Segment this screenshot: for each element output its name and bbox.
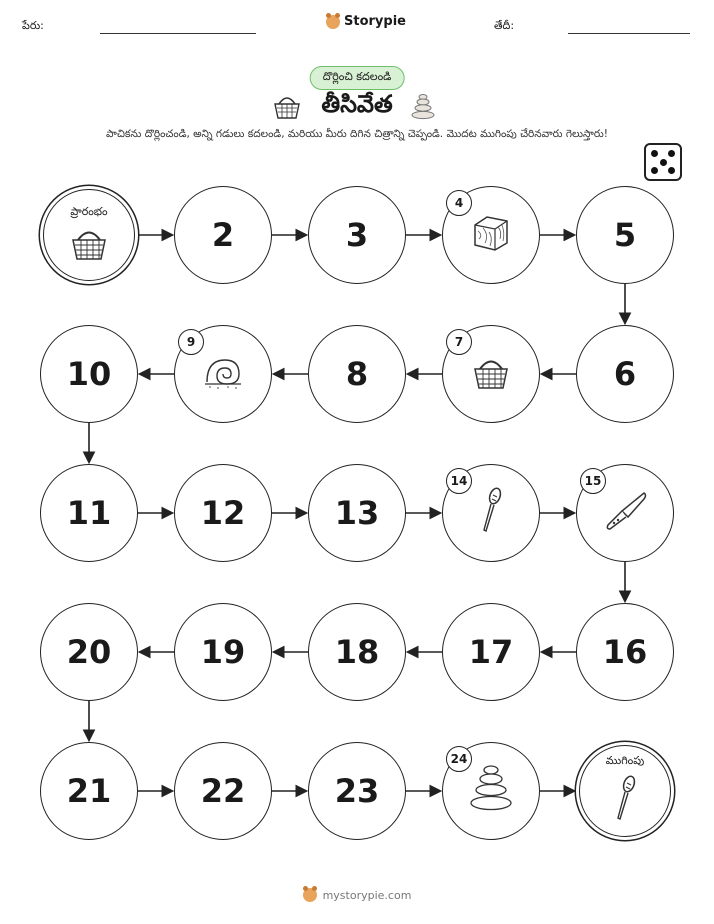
basket-icon <box>471 354 511 394</box>
date-label: తేదీ: <box>494 19 515 32</box>
brand-logo <box>326 14 406 29</box>
basket-icon <box>272 92 302 120</box>
space-number: 11 <box>66 494 112 532</box>
board-space-8 <box>308 325 406 423</box>
board-space-23 <box>308 742 406 840</box>
board-space-10 <box>40 325 138 423</box>
wood-block-icon <box>469 213 513 257</box>
space-number: 21 <box>66 772 112 810</box>
board-space-6 <box>576 325 674 423</box>
board-space-3 <box>308 186 406 284</box>
stone-stack-icon <box>467 762 515 820</box>
die-pip <box>651 167 658 174</box>
space-badge: 7 <box>446 329 472 355</box>
board-space-1 <box>43 189 135 281</box>
space-badge: 4 <box>446 190 472 216</box>
space-number: 8 <box>345 355 369 393</box>
space-number: 12 <box>200 494 246 532</box>
bear-logo-icon <box>303 888 317 902</box>
space-number: 18 <box>334 633 380 671</box>
name-line[interactable] <box>100 33 256 34</box>
die-pip <box>660 159 667 166</box>
space-badge: 24 <box>446 746 472 772</box>
finish-label: ముగింపు <box>605 754 645 767</box>
board-space-13 <box>308 464 406 562</box>
chisel-icon <box>610 774 640 828</box>
space-badge: 14 <box>446 468 472 494</box>
name-label: పేరు: <box>22 19 44 32</box>
board-space-20 <box>40 603 138 701</box>
stone-stack-icon <box>410 92 436 122</box>
die-pip <box>651 150 658 157</box>
start-label: ప్రారంభం <box>70 205 108 218</box>
page-title: తీసివేత <box>321 90 393 118</box>
board-space-19 <box>174 603 272 701</box>
space-number: 17 <box>468 633 514 671</box>
board-space-16 <box>576 603 674 701</box>
space-number: 6 <box>613 355 637 393</box>
space-number: 19 <box>200 633 246 671</box>
board-space-18 <box>308 603 406 701</box>
board-space-2 <box>174 186 272 284</box>
die-pip <box>668 150 675 157</box>
knife-icon <box>600 489 650 537</box>
date-line[interactable] <box>568 33 690 34</box>
chisel-icon <box>476 486 506 540</box>
board-space-5 <box>576 186 674 284</box>
space-number: 3 <box>345 216 369 254</box>
space-number: 16 <box>602 633 648 671</box>
footer <box>0 888 714 902</box>
activity-pill: దొర్లించి కదలండి <box>310 66 405 90</box>
board-space-17 <box>442 603 540 701</box>
space-number: 10 <box>66 355 112 393</box>
die-pip <box>668 167 675 174</box>
space-number: 23 <box>334 772 380 810</box>
instructions-text: పాచికను దొర్లించండి, అన్ని గడులు కదలండి, మరియు మీరు దిగిన చిత్రాన్ని చెప్పండి. మొదట ముగింపు చేరినవారు గెలుస్తారు! <box>106 128 608 140</box>
space-number: 5 <box>613 216 637 254</box>
basket-icon <box>69 225 109 265</box>
board-space-12 <box>174 464 272 562</box>
board-space-22 <box>174 742 272 840</box>
space-number: 13 <box>334 494 380 532</box>
board-space-25 <box>579 745 671 837</box>
bear-logo-icon <box>326 15 340 29</box>
brand-name: Storypie <box>344 14 406 29</box>
shell-icon <box>201 354 245 394</box>
dice-icon <box>644 143 682 181</box>
space-number: 20 <box>66 633 112 671</box>
space-number: 2 <box>211 216 235 254</box>
board-space-21 <box>40 742 138 840</box>
space-badge: 15 <box>580 468 606 494</box>
space-badge: 9 <box>178 329 204 355</box>
space-number: 22 <box>200 772 246 810</box>
board-space-11 <box>40 464 138 562</box>
footer-site: mystorypie.com <box>322 888 412 902</box>
